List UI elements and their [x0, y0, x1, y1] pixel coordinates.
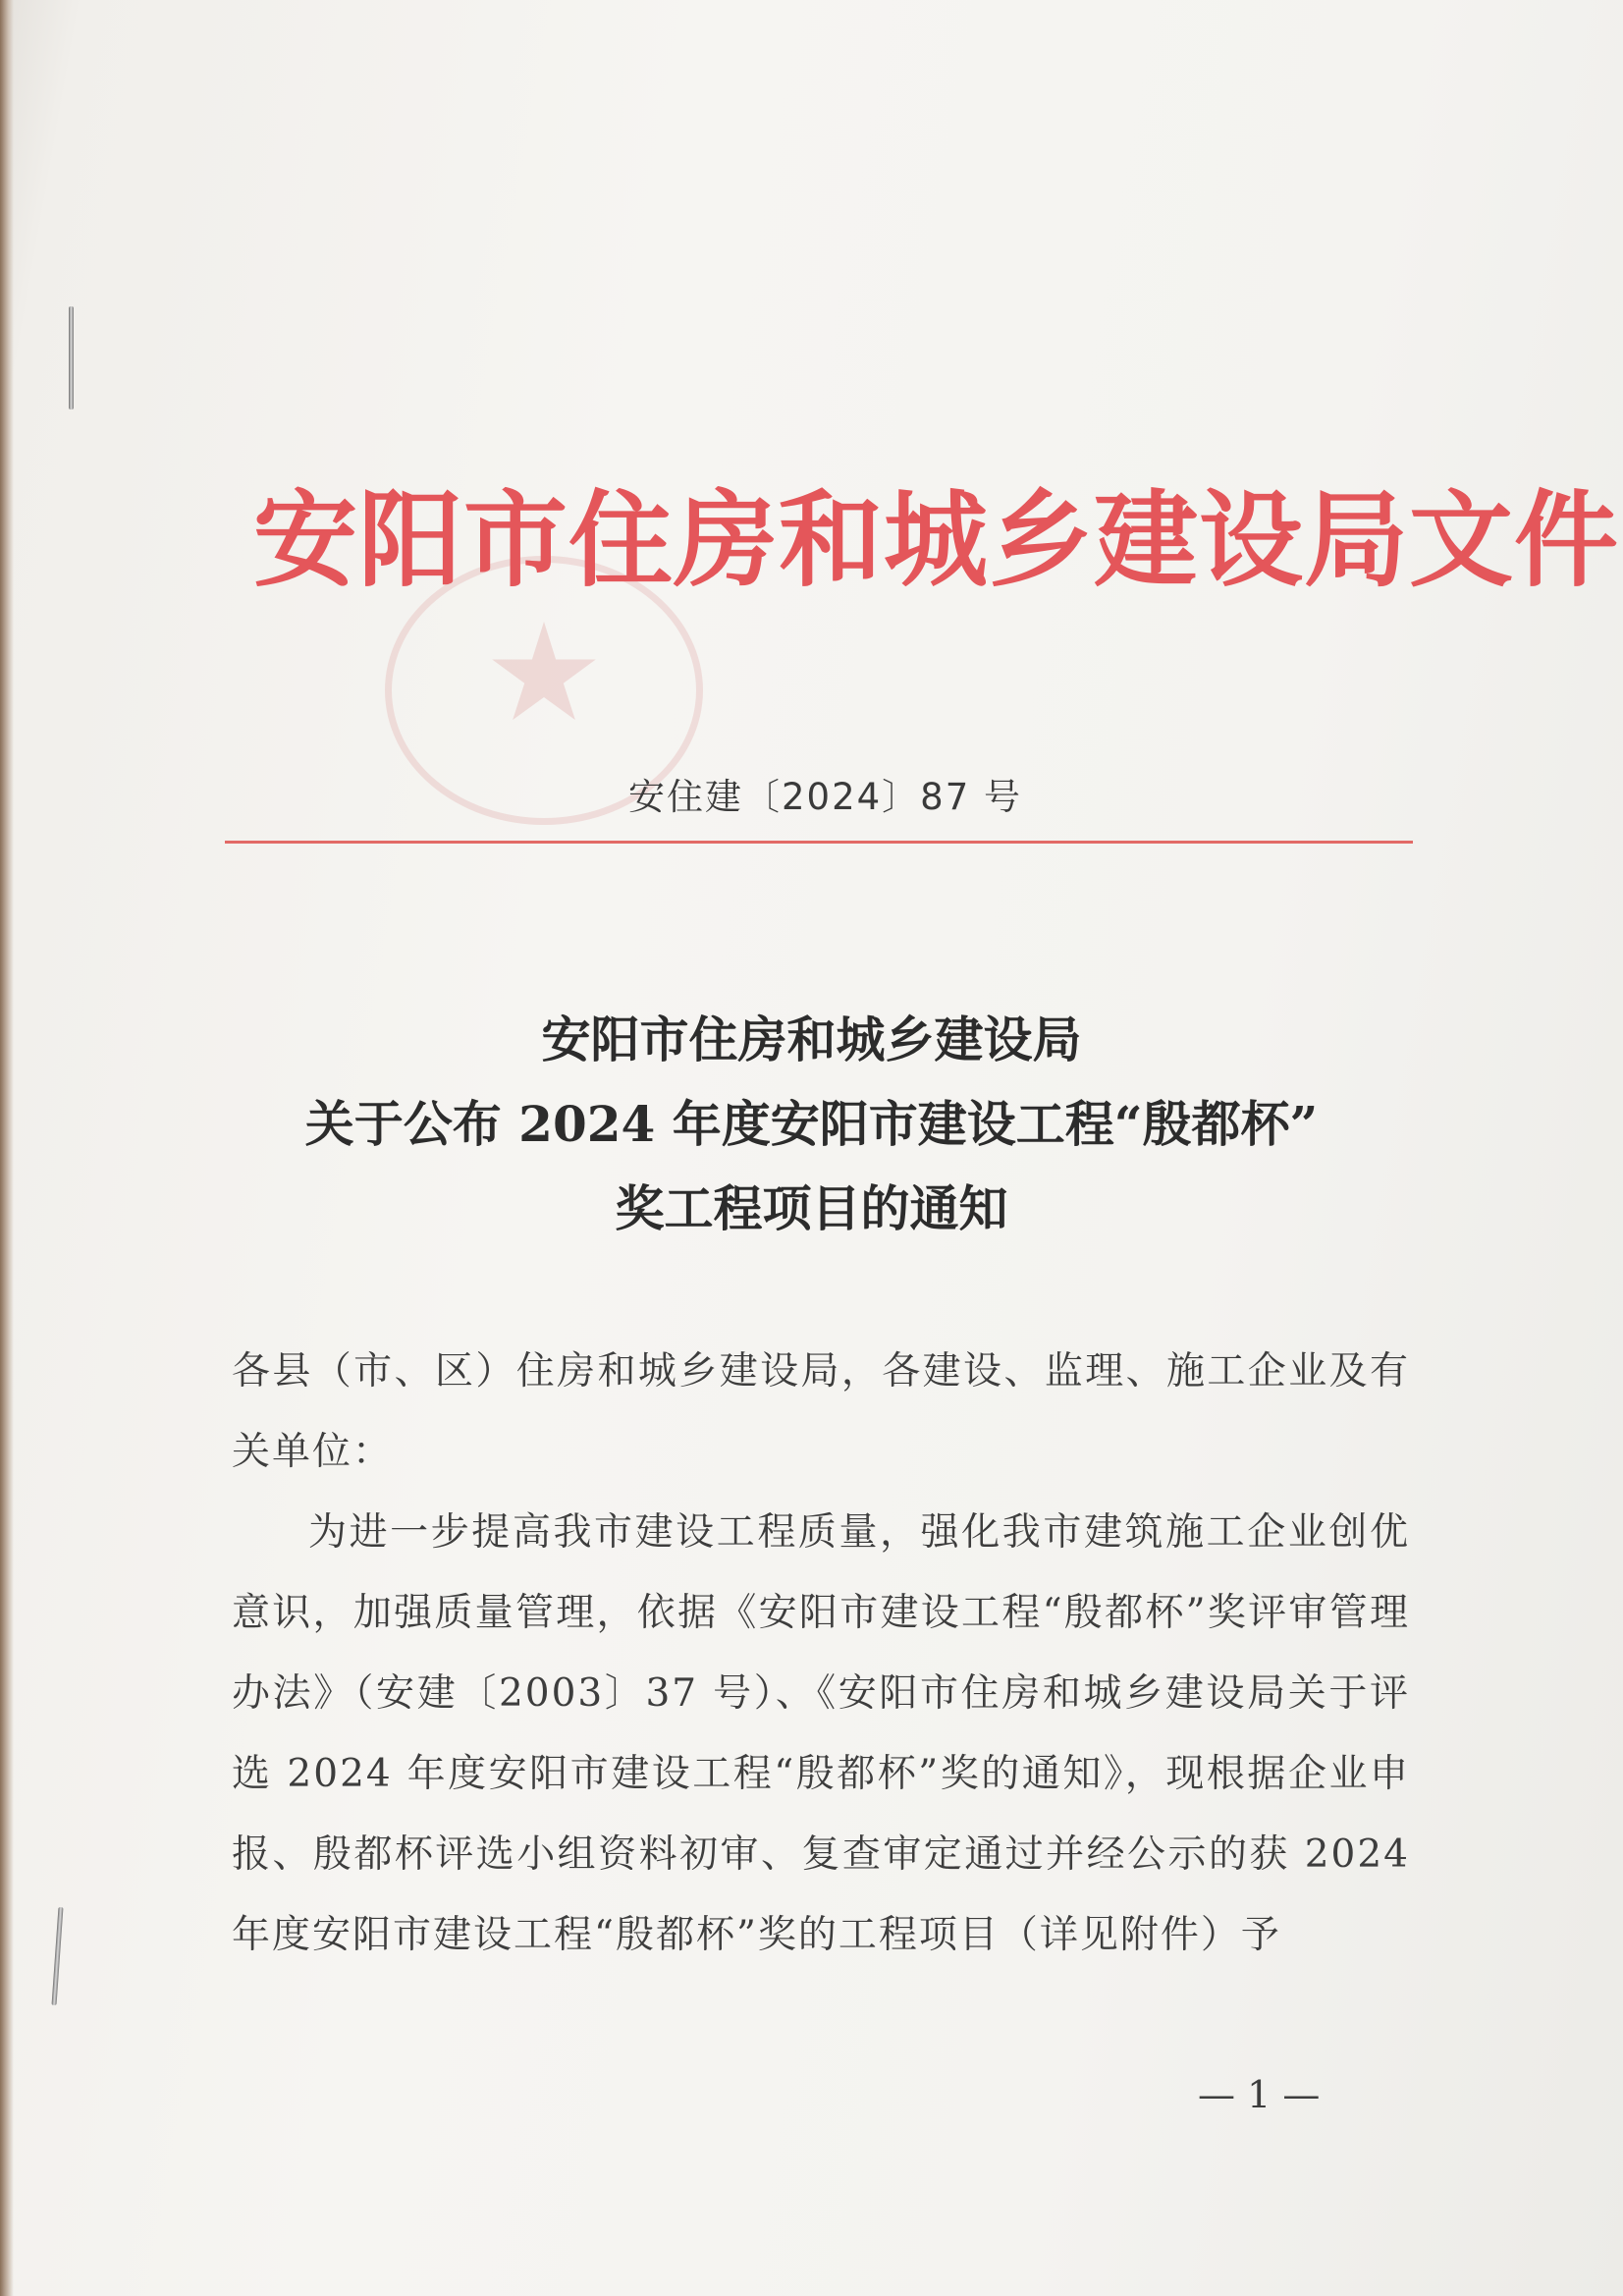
page-number: — 1 — [1198, 2073, 1321, 2116]
salutation: 各县（市、区）住房和城乡建设局，各建设、监理、施工企业及有关单位： [232, 1349, 1410, 1474]
notice-title-line-1: 安阳市住房和城乡建设局 [541, 1011, 1082, 1068]
notice-title [196, 998, 1427, 1251]
notice-title-line-3: 奖工程项目的通知 [615, 1179, 1008, 1237]
agency-header-title: 安阳市住房和城乡建设局文件 [253, 480, 1619, 601]
page-edge-shadow [0, 0, 14, 2296]
notice-title-line-2: 关于公布 2024 年度安阳市建设工程“殷都杯” [304, 1095, 1319, 1153]
staple-top [69, 306, 74, 410]
body-paragraph-1: 为进一步提高我市建设工程质量，强化我市建筑施工企业创优意识，加强质量管理，依据《安阳市建设工程“殷都杯”奖评审管理办法》（安建〔2003〕37 号）、《安阳市住房和城乡建设局关于评选 2024 年度安阳市建设工程“殷都杯”奖的通知》，现根据企业申报、殷都杯评选小组资料初审、复查审定通过并经公示的获 2024 年度安阳市建设工程“殷都杯”奖的工程项目（详见附件）予 [232, 1510, 1410, 1957]
header-divider-line [225, 841, 1413, 844]
staple-bottom [52, 1907, 64, 2005]
document-number: 安住建〔2024〕87 号 [628, 776, 1023, 818]
seal-star-icon [490, 622, 598, 730]
notice-body [232, 1332, 1410, 1976]
